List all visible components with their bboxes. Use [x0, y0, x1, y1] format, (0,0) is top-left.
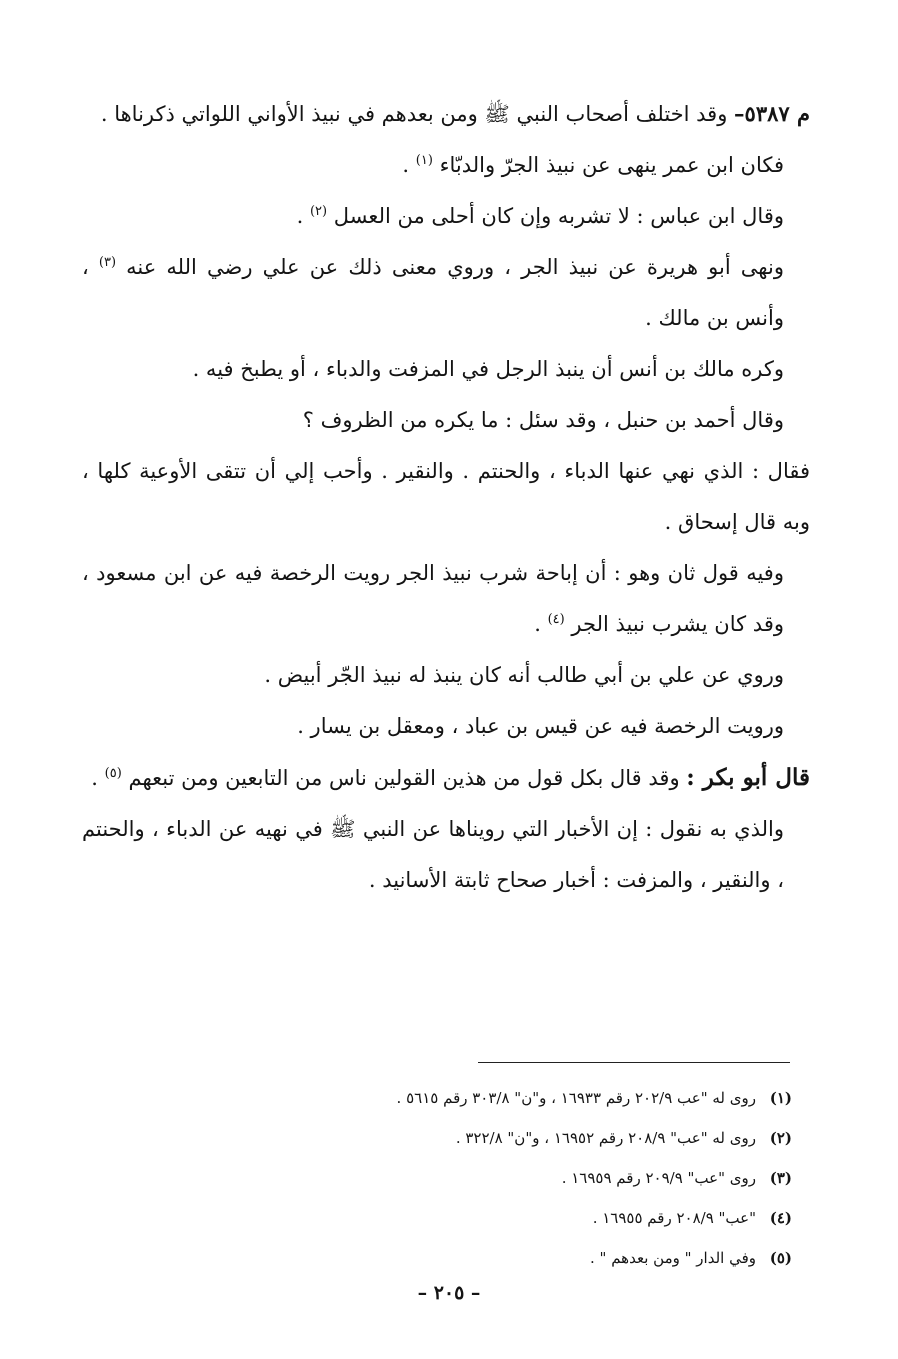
- footnote-number: (١): [769, 1089, 792, 1107]
- paragraph-text: وقال ابن عباس : لا تشربه وإن كان أحلى من العسل: [333, 204, 784, 228]
- footnote-ref: (٤): [547, 612, 565, 627]
- footnote-number: (٣): [769, 1169, 792, 1187]
- paragraph-text: فكان ابن عمر ينهى عن نبيذ الجرّ والدبّاء: [439, 153, 784, 177]
- footnote-number: (٤): [769, 1209, 792, 1227]
- paragraph-text: وقد قال بكل قول من هذين القولين ناس من التابعين ومن تبعهم: [128, 766, 680, 790]
- paragraph-text: وقد اختلف أصحاب النبي ﷺ ومن بعدهم في نبيذ الأواني اللواتي ذكرناها .: [100, 102, 728, 126]
- paragraph-text: والذي به نقول : إن الأخبار التي رويناها عن النبي ﷺ في نهيه عن الدباء ، والحنتم ، والنقير ، والمزفت : أخبار صحاح ثابتة الأسانيد .: [82, 817, 784, 892]
- speaker-label: قال أبو بكر :: [686, 764, 810, 791]
- paragraph-text: ونهى أبو هريرة عن نبيذ الجر ، وروي معنى ذلك عن علي رضي الله عنه: [126, 255, 784, 279]
- footnote-text: روى له "عب" ٢٠٨/٩ رقم ١٦٩٥٢ ، و"ن" ٣٢٢/٨ .: [455, 1129, 756, 1147]
- paragraph: [82, 191, 810, 242]
- footnote-ref: (٣): [98, 255, 117, 270]
- paragraph: [82, 446, 810, 548]
- footnote: [152, 1238, 792, 1278]
- footnote-number: (٥): [769, 1249, 792, 1267]
- paragraph-text: وقال أحمد بن حنبل ، وقد سئل : ما يكره من الظروف ؟: [302, 408, 784, 432]
- footnote-text: روى له "عب ٢٠٢/٩ رقم ١٦٩٣٣ ، و"ن" ٣٠٣/٨ رقم ٥٦١٥ .: [396, 1089, 756, 1107]
- footnote-divider: [478, 1062, 790, 1063]
- footnote-text: روى "عب" ٢٠٩/٩ رقم ١٦٩٥٩ .: [561, 1169, 756, 1187]
- footnote-ref: (٥): [104, 766, 122, 781]
- paragraph-text: وروي عن علي بن أبي طالب أنه كان ينبذ له نبيذ الجّر أبيض .: [264, 663, 784, 687]
- footnote-ref: (١): [415, 153, 433, 168]
- footnotes: [152, 1078, 792, 1278]
- paragraph: [82, 395, 810, 446]
- section-number: م ٥٣٨٧–: [734, 101, 810, 126]
- paragraph: [82, 701, 810, 752]
- paragraph-text: ورويت الرخصة فيه عن قيس بن عباد ، ومعقل بن يسار .: [297, 714, 784, 738]
- paragraph-text: وفيه قول ثان وهو : أن إباحة شرب نبيذ الجر رويت الرخصة فيه عن ابن مسعود ، وقد كان يشرب نبيذ الجر: [82, 561, 784, 636]
- paragraph: [82, 804, 810, 906]
- page-number: – ٢٠٥ –: [417, 1282, 481, 1304]
- paragraph-text: وكره مالك بن أنس أن ينبذ الرجل في المزفت والدباء ، أو يطبخ فيه .: [192, 357, 784, 381]
- main-text: [82, 88, 810, 906]
- footnote-ref: (٢): [309, 204, 328, 219]
- footnote: [152, 1158, 792, 1198]
- paragraph-tail: .: [91, 766, 98, 790]
- paragraph-tail: .: [534, 612, 541, 636]
- paragraph-tail: ، وأنس بن مالك .: [82, 255, 784, 330]
- paragraph: [82, 752, 810, 804]
- paragraph: [82, 140, 810, 191]
- footnote-number: (٢): [769, 1129, 792, 1147]
- footnote-text: "عب" ٢٠٨/٩ رقم ١٦٩٥٥ .: [592, 1209, 756, 1227]
- paragraph-tail: .: [402, 153, 410, 177]
- footnote: [152, 1078, 792, 1118]
- paragraph: [82, 344, 810, 395]
- paragraph-text: فقال : الذي نهي عنها الدباء ، والحنتم . والنقير . وأحب إلي أن تتقى الأوعية كلها ، وبه قال إسحاق .: [82, 459, 810, 534]
- paragraph-tail: .: [296, 204, 304, 228]
- paragraph: [82, 548, 810, 650]
- footnote: [152, 1118, 792, 1158]
- footnote-text: وفي الدار " ومن بعدهم " .: [590, 1249, 756, 1267]
- footnote: [152, 1198, 792, 1238]
- paragraph: [82, 650, 810, 701]
- paragraph-5387: [82, 88, 810, 140]
- paragraph: [82, 242, 810, 344]
